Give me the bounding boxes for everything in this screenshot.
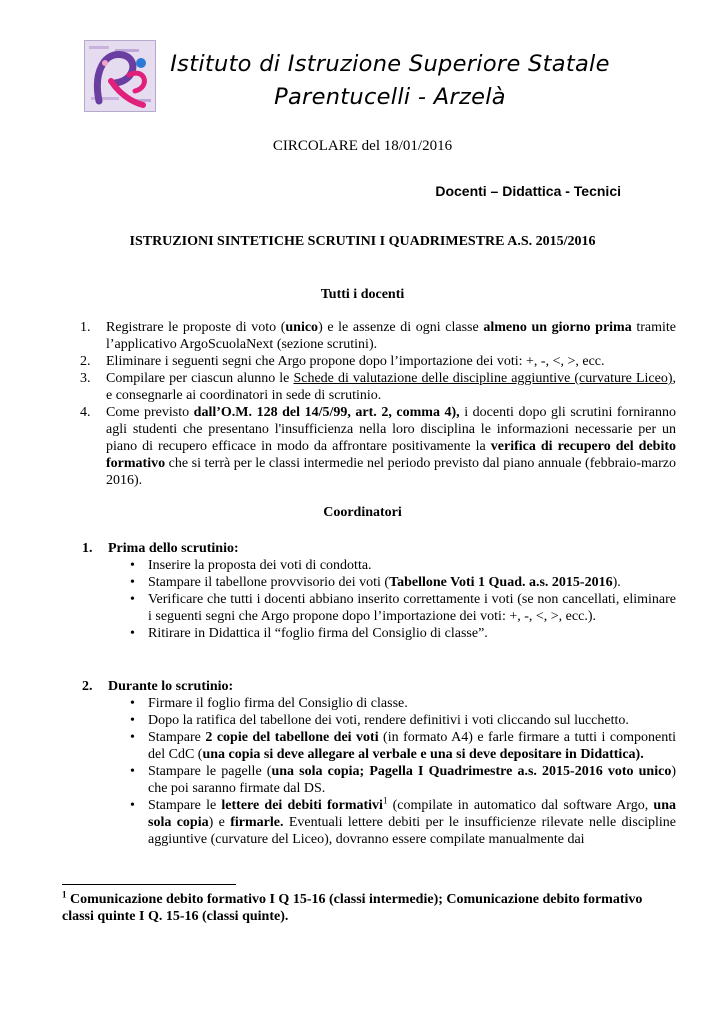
bullet-icon: • bbox=[130, 713, 135, 728]
footnote: $^1$ Comunicazione debito formativo I Q 15-16 (classi intermedie); Comunicazione debito formativo classi quinte I Q. 15-16 (classi quinte). bbox=[62, 889, 643, 924]
list-item: 1. Registrare le proposte di voto (unico) e le assenze di ogni classe almeno un giorno prima tramite l’applicativo ArgoScuolaNext (sezione scrutini). bbox=[80, 320, 676, 352]
bullet-icon: • bbox=[130, 558, 135, 573]
section-heading-coordinatori: Coordinatori bbox=[323, 505, 402, 520]
footnote-reference: 1 bbox=[382, 795, 388, 806]
step-durante-scrutinio bbox=[82, 678, 676, 848]
bullet-item: • Dopo la ratifica del tabellone dei voti, rendere definitivi i voti cliccando sul lucchetto. bbox=[130, 713, 629, 728]
list-item: 2. Eliminare i seguenti segni che Argo propone dopo l’importazione dei voti: +, -, <, >, ecc. bbox=[80, 354, 605, 369]
bullet-icon: • bbox=[130, 575, 135, 590]
bullet-icon: • bbox=[130, 626, 135, 641]
bullet-item: • Stampare 2 copie del tabellone dei voti (in formato A4) e farle firmare a tutti i componenti del CdC (una copia si deve allegare al verbale e una si deve depositare in Didattica). bbox=[130, 730, 676, 762]
bullet-item: • Inserire la proposta dei voti di condotta. bbox=[130, 558, 372, 573]
bullet-item: • Ritirare in Didattica il “foglio firma del Consiglio di classe”. bbox=[130, 626, 488, 641]
schede-valutazione-text: Schede di valutazione delle discipline aggiuntive (curvature Liceo) bbox=[293, 371, 673, 386]
bullet-icon: • bbox=[130, 730, 135, 745]
school-logo-icon bbox=[84, 40, 156, 112]
bullet-icon: • bbox=[130, 764, 135, 779]
footnote-mark: 1 bbox=[62, 889, 67, 900]
bullet-item: • Stampare le lettere dei debiti formativi$^1$ (compilate in automatico dal software Argo, una sola copia) e firmarle. Eventuali lettere debiti per le insufficienze rilevate nelle discipline aggiuntive (curvature del Liceo), dovranno essere compilate manualmente dai bbox=[130, 795, 676, 847]
step-title: 2. Durante lo scrutinio: bbox=[82, 679, 234, 694]
bullet-icon: • bbox=[130, 696, 135, 711]
circular-date: CIRCOLARE del 18/01/2016 bbox=[272, 138, 453, 154]
school-name-line2: Parentucelli - Arzelà bbox=[274, 84, 506, 110]
section-heading-tutti: Tutti i docenti bbox=[320, 287, 405, 302]
bullet-item: • Stampare il tabellone provvisorio dei voti (Tabellone Voti 1 Quad. a.s. 2015-2016). bbox=[130, 575, 621, 590]
list-item: 4. Come previsto dall’O.M. 128 del 14/5/99, art. 2, comma 4), i docenti dopo gli scrutini forniranno agli studenti che presentano l'insufficienza nella loro disciplina le informazioni necessarie per un piano di recupero efficace in modo da affrontare positivamente la verifica di recupero del debito formativo che si terrà per le classi intermedie nel periodo previsto dal piano annuale (febbraio-marzo 2016). bbox=[80, 405, 676, 488]
document-title: ISTRUZIONI SINTETICHE SCRUTINI I QUADRIMESTRE A.S. 2015/2016 bbox=[129, 234, 596, 249]
bullet-item: • Firmare il foglio firma del Consiglio di classe. bbox=[130, 696, 408, 711]
school-name-line1: Istituto di Istruzione Superiore Statale bbox=[170, 51, 610, 77]
tutti-docenti-list bbox=[80, 319, 676, 489]
list-item: 3. Compilare per ciascun alunno le Schede di valutazione delle discipline aggiuntive (curvature Liceo), e consegnarle ai coordinatori in sede di scrutinio. bbox=[80, 371, 676, 403]
step-prima-scrutinio bbox=[82, 540, 676, 642]
school-name bbox=[150, 48, 630, 114]
bullet-icon: • bbox=[130, 592, 135, 607]
footnote-divider bbox=[62, 884, 236, 885]
bullet-icon: • bbox=[130, 798, 135, 813]
step-title: 1. Prima dello scrutinio: bbox=[82, 541, 239, 556]
recipients: Docenti – Didattica - Tecnici bbox=[435, 183, 621, 199]
bullet-item: • Stampare le pagelle (una sola copia; Pagella I Quadrimestre a.s. 2015-2016 voto unico) che poi saranno firmate dal DS. bbox=[130, 764, 676, 796]
bullet-item: • Verificare che tutti i docenti abbiano inserito correttamente i voti (se non cancellati, eliminare i seguenti segni che Argo propone dopo l’importazione dei voti: +, -, <, >, ecc.). bbox=[130, 592, 676, 624]
